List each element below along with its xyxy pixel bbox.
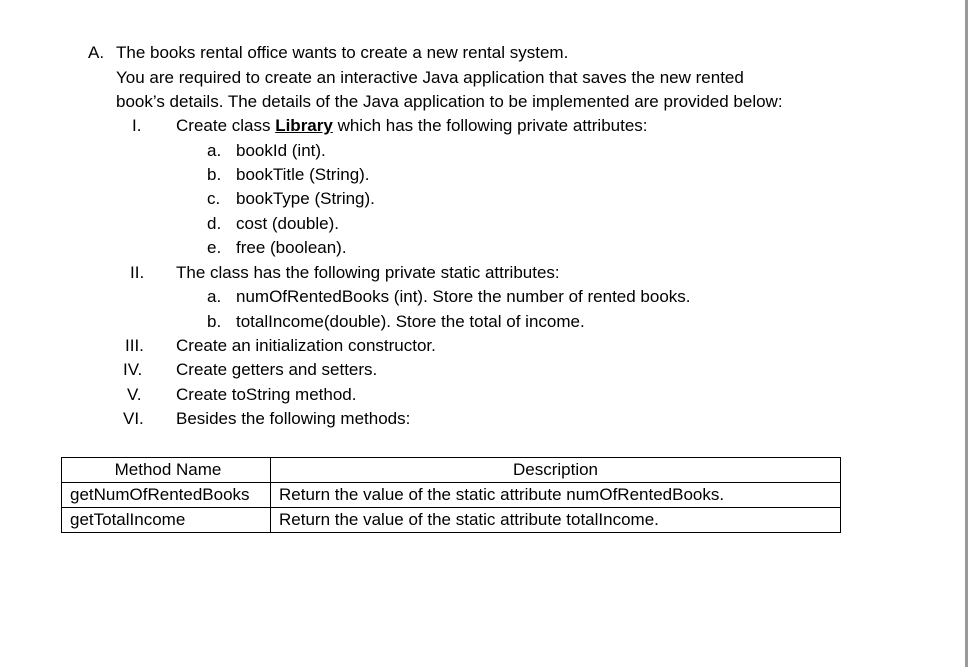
sub-marker: e.	[207, 238, 222, 257]
sub-marker: d.	[207, 214, 222, 233]
method-description-cell: Return the value of the static attribute totalIncome.	[271, 508, 841, 533]
sub-marker: c.	[207, 189, 221, 208]
table-row	[62, 483, 841, 508]
table-header-row	[62, 458, 841, 483]
sub-marker: b.	[207, 165, 222, 184]
method-name-cell: getTotalIncome	[62, 508, 271, 533]
attribute-free: free (boolean).	[236, 238, 347, 257]
sub-marker: a.	[207, 141, 222, 160]
static-attribute-total-income: totalIncome(double). Store the total of income.	[236, 312, 585, 331]
sub-marker: b.	[207, 312, 222, 331]
item-ii-text: The class has the following private static attributes:	[176, 263, 560, 282]
method-description-cell: Return the value of the static attribute numOfRentedBooks.	[271, 483, 841, 508]
item-v-text: Create toString method.	[176, 385, 357, 404]
column-header-method-name: Method Name	[62, 458, 271, 483]
table-row	[62, 508, 841, 533]
section-marker: A.	[88, 43, 105, 62]
item-marker-i: I.	[132, 116, 142, 135]
class-name-library: Library	[275, 116, 333, 135]
item-marker-ii: II.	[130, 263, 145, 282]
item-vi-text: Besides the following methods:	[176, 409, 411, 428]
attribute-book-title: bookTitle (String).	[236, 165, 370, 184]
item-iv-text: Create getters and setters.	[176, 360, 378, 379]
attribute-book-type: bookType (String).	[236, 189, 375, 208]
method-name-cell: getNumOfRentedBooks	[62, 483, 271, 508]
item-marker-iii: III.	[125, 336, 144, 355]
static-attribute-num-of-rented-books: numOfRentedBooks (int). Store the number of rented books.	[236, 287, 691, 306]
intro-line-2: You are required to create an interactive Java application that saves the new rented	[116, 68, 744, 87]
methods-table	[61, 457, 841, 533]
item-i-text: Create class Library which has the following private attributes:	[176, 116, 648, 135]
item-iii-text: Create an initialization constructor.	[176, 336, 436, 355]
column-header-description: Description	[271, 458, 841, 483]
item-marker-v: V.	[127, 385, 142, 404]
intro-line-1: The books rental office wants to create a new rental system.	[116, 43, 569, 62]
item-marker-iv: IV.	[123, 360, 143, 379]
intro-line-3: book’s details. The details of the Java application to be implemented are provided below:	[116, 92, 783, 111]
attribute-cost: cost (double).	[236, 214, 339, 233]
item-marker-vi: VI.	[123, 409, 144, 428]
sub-marker: a.	[207, 287, 222, 306]
attribute-book-id: bookId (int).	[236, 141, 326, 160]
